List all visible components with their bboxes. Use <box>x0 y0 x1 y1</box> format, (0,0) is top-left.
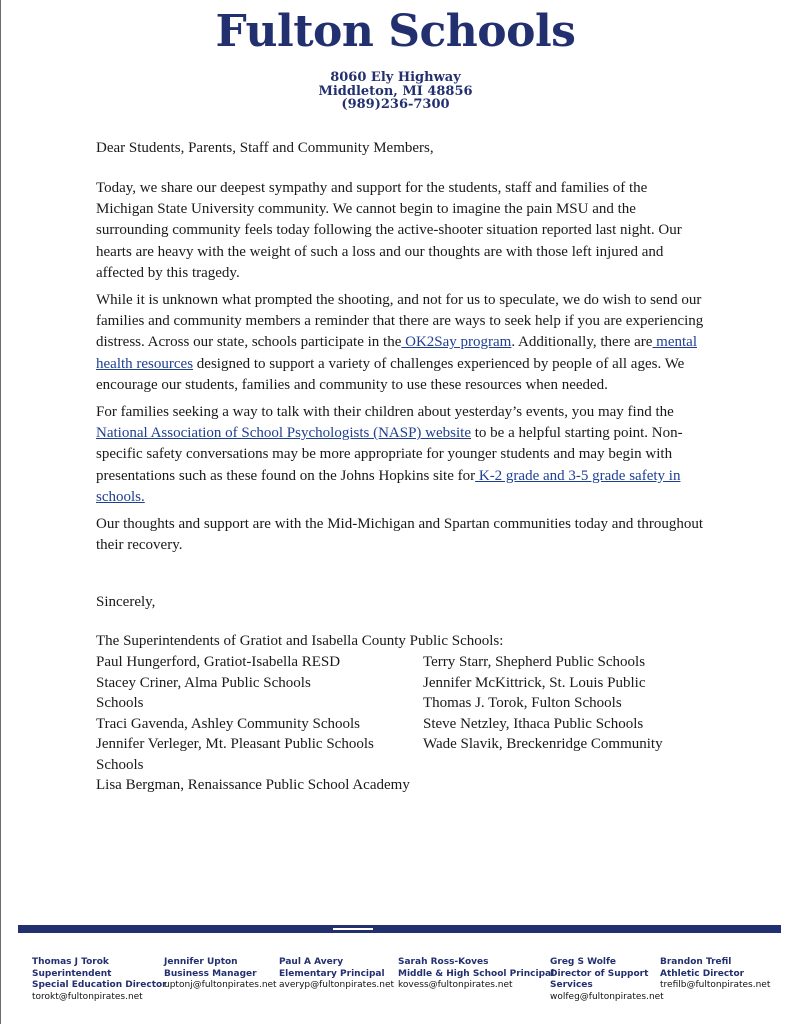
contact-title: Athletic Director <box>660 968 745 979</box>
signature-name: Terry Starr, Shepherd Public Schools <box>423 654 646 670</box>
letterhead-address-line2: Middleton, MI 48856 <box>318 84 473 99</box>
footer-divider-bar <box>18 925 781 933</box>
nasp-website-link[interactable]: National Association of School Psychologists (NASP) website <box>96 425 471 442</box>
contact-email: wolfeg@fultonpirates.net <box>550 991 664 1002</box>
paragraph-resources-text: . Additionally, there are <box>511 334 653 351</box>
signature-name: Schools <box>96 756 144 773</box>
contact-email: trefilb@fultonpirates.net <box>660 980 771 990</box>
contact-name: Jennifer Upton <box>164 957 238 967</box>
johns-hopkins-safety-link[interactable]: K-2 grade and 3-5 grade safety in schools. <box>96 467 681 505</box>
contact-title: Special Education Director <box>32 980 167 990</box>
paragraph-thoughts: Our thoughts and support are with the Mid-Michigan and Spartan communities today and throughout their recovery. <box>96 516 703 554</box>
paragraph-sympathy: Today, we share our deepest sympathy and support for the students, staff and families of the Michigan State University community. We cannot begin to imagine the pain MSU and the surrounding community feels today following the active-shooter situation reported last night. Our hearts are heavy with the weight of such a loss and our thoughts are with those left injured and affected by this tragedy. <box>96 180 682 281</box>
signature-name: Jennifer McKittrick, St. Louis Public <box>423 674 646 691</box>
paragraph-talk-text: to be a helpful starting point. Non-specific safety conversations may be more appropriate for younger students and may begin with presentations such as these found on the Johns Hopkins site for <box>96 425 683 484</box>
contact-name: Brandon Trefil <box>660 957 732 967</box>
contact-email: averyp@fultonpirates.net <box>279 980 395 990</box>
letterhead-phone: (989)236-7300 <box>341 97 450 112</box>
letter-body <box>96 178 708 562</box>
paragraph-talk-text: For families seeking a way to talk with their children about yesterday’s events, you may find the <box>96 404 674 421</box>
contact-title: Middle & High School Principal <box>398 968 555 979</box>
letter-greeting: Dear Students, Parents, Staff and Community Members, <box>96 140 434 156</box>
paragraph-resources-text: designed to support a variety of challenges experienced by people of all ages. We encourage our students, families and community to use these resources when needed. <box>96 355 685 393</box>
contact-title: Superintendent <box>32 968 112 979</box>
contact-email: torokt@fultonpirates.net <box>32 991 143 1002</box>
page-edge-rule <box>0 0 1 1024</box>
footer-contact <box>32 957 167 1003</box>
contact-title: Elementary Principal <box>279 968 385 979</box>
ok2say-link[interactable]: OK2Say program <box>401 334 512 351</box>
signature-name: Steve Netzley, Ithaca Public Schools <box>423 715 644 732</box>
contact-email: uptonj@fultonpirates.net <box>164 980 277 990</box>
paragraph-resources <box>96 290 708 396</box>
signatures-intro: The Superintendents of Gratiot and Isabella County Public Schools: <box>96 633 504 649</box>
contact-title: Business Manager <box>164 968 257 979</box>
footer-contact <box>660 957 770 992</box>
contact-email: kovess@fultonpirates.net <box>398 980 513 990</box>
footer-contact <box>550 957 664 1003</box>
signature-name: Stacey Criner, Alma Public Schools <box>96 674 311 691</box>
paragraph-talk-with-children <box>96 402 708 508</box>
contact-name: Paul A Avery <box>279 957 344 967</box>
mental-health-resources-link[interactable]: mental health resources <box>96 334 697 372</box>
footer-contact <box>279 957 394 992</box>
contact-title: Services <box>550 980 593 990</box>
contact-title: Director of Support <box>550 968 649 979</box>
signature-name: Paul Hungerford, Gratiot-Isabella RESD <box>96 654 341 670</box>
contact-name: Greg S Wolfe <box>550 957 617 967</box>
letterhead-title: Fulton Schools <box>215 6 576 57</box>
footer-contact <box>164 957 277 992</box>
signatures-right-column <box>423 652 663 755</box>
contact-name: Sarah Ross-Koves <box>398 957 489 967</box>
signature-name: Lisa Bergman, Renaissance Public School Academy <box>96 777 410 793</box>
signatures-left-column <box>96 652 410 796</box>
signature-name: Traci Gavenda, Ashley Community Schools <box>96 715 361 732</box>
letterhead-address-line1: 8060 Ely Highway <box>330 70 461 85</box>
signature-name: Jennifer Verleger, Mt. Pleasant Public Schools <box>96 736 374 752</box>
footer-contact <box>398 957 554 992</box>
paragraph-resources-text: While it is unknown what prompted the shooting, and not for us to speculate, we do wish to send our families and community members a reminder that there are ways to seek help if you are experiencing distress. Across our state, schools participate in the <box>96 292 704 351</box>
signature-name: Wade Slavik, Breckenridge Community <box>423 736 663 752</box>
letter-closing: Sincerely, <box>96 594 156 610</box>
contact-name: Thomas J Torok <box>32 957 109 967</box>
signature-name: Thomas J. Torok, Fulton Schools <box>423 695 622 711</box>
signature-name: Schools <box>96 695 144 711</box>
